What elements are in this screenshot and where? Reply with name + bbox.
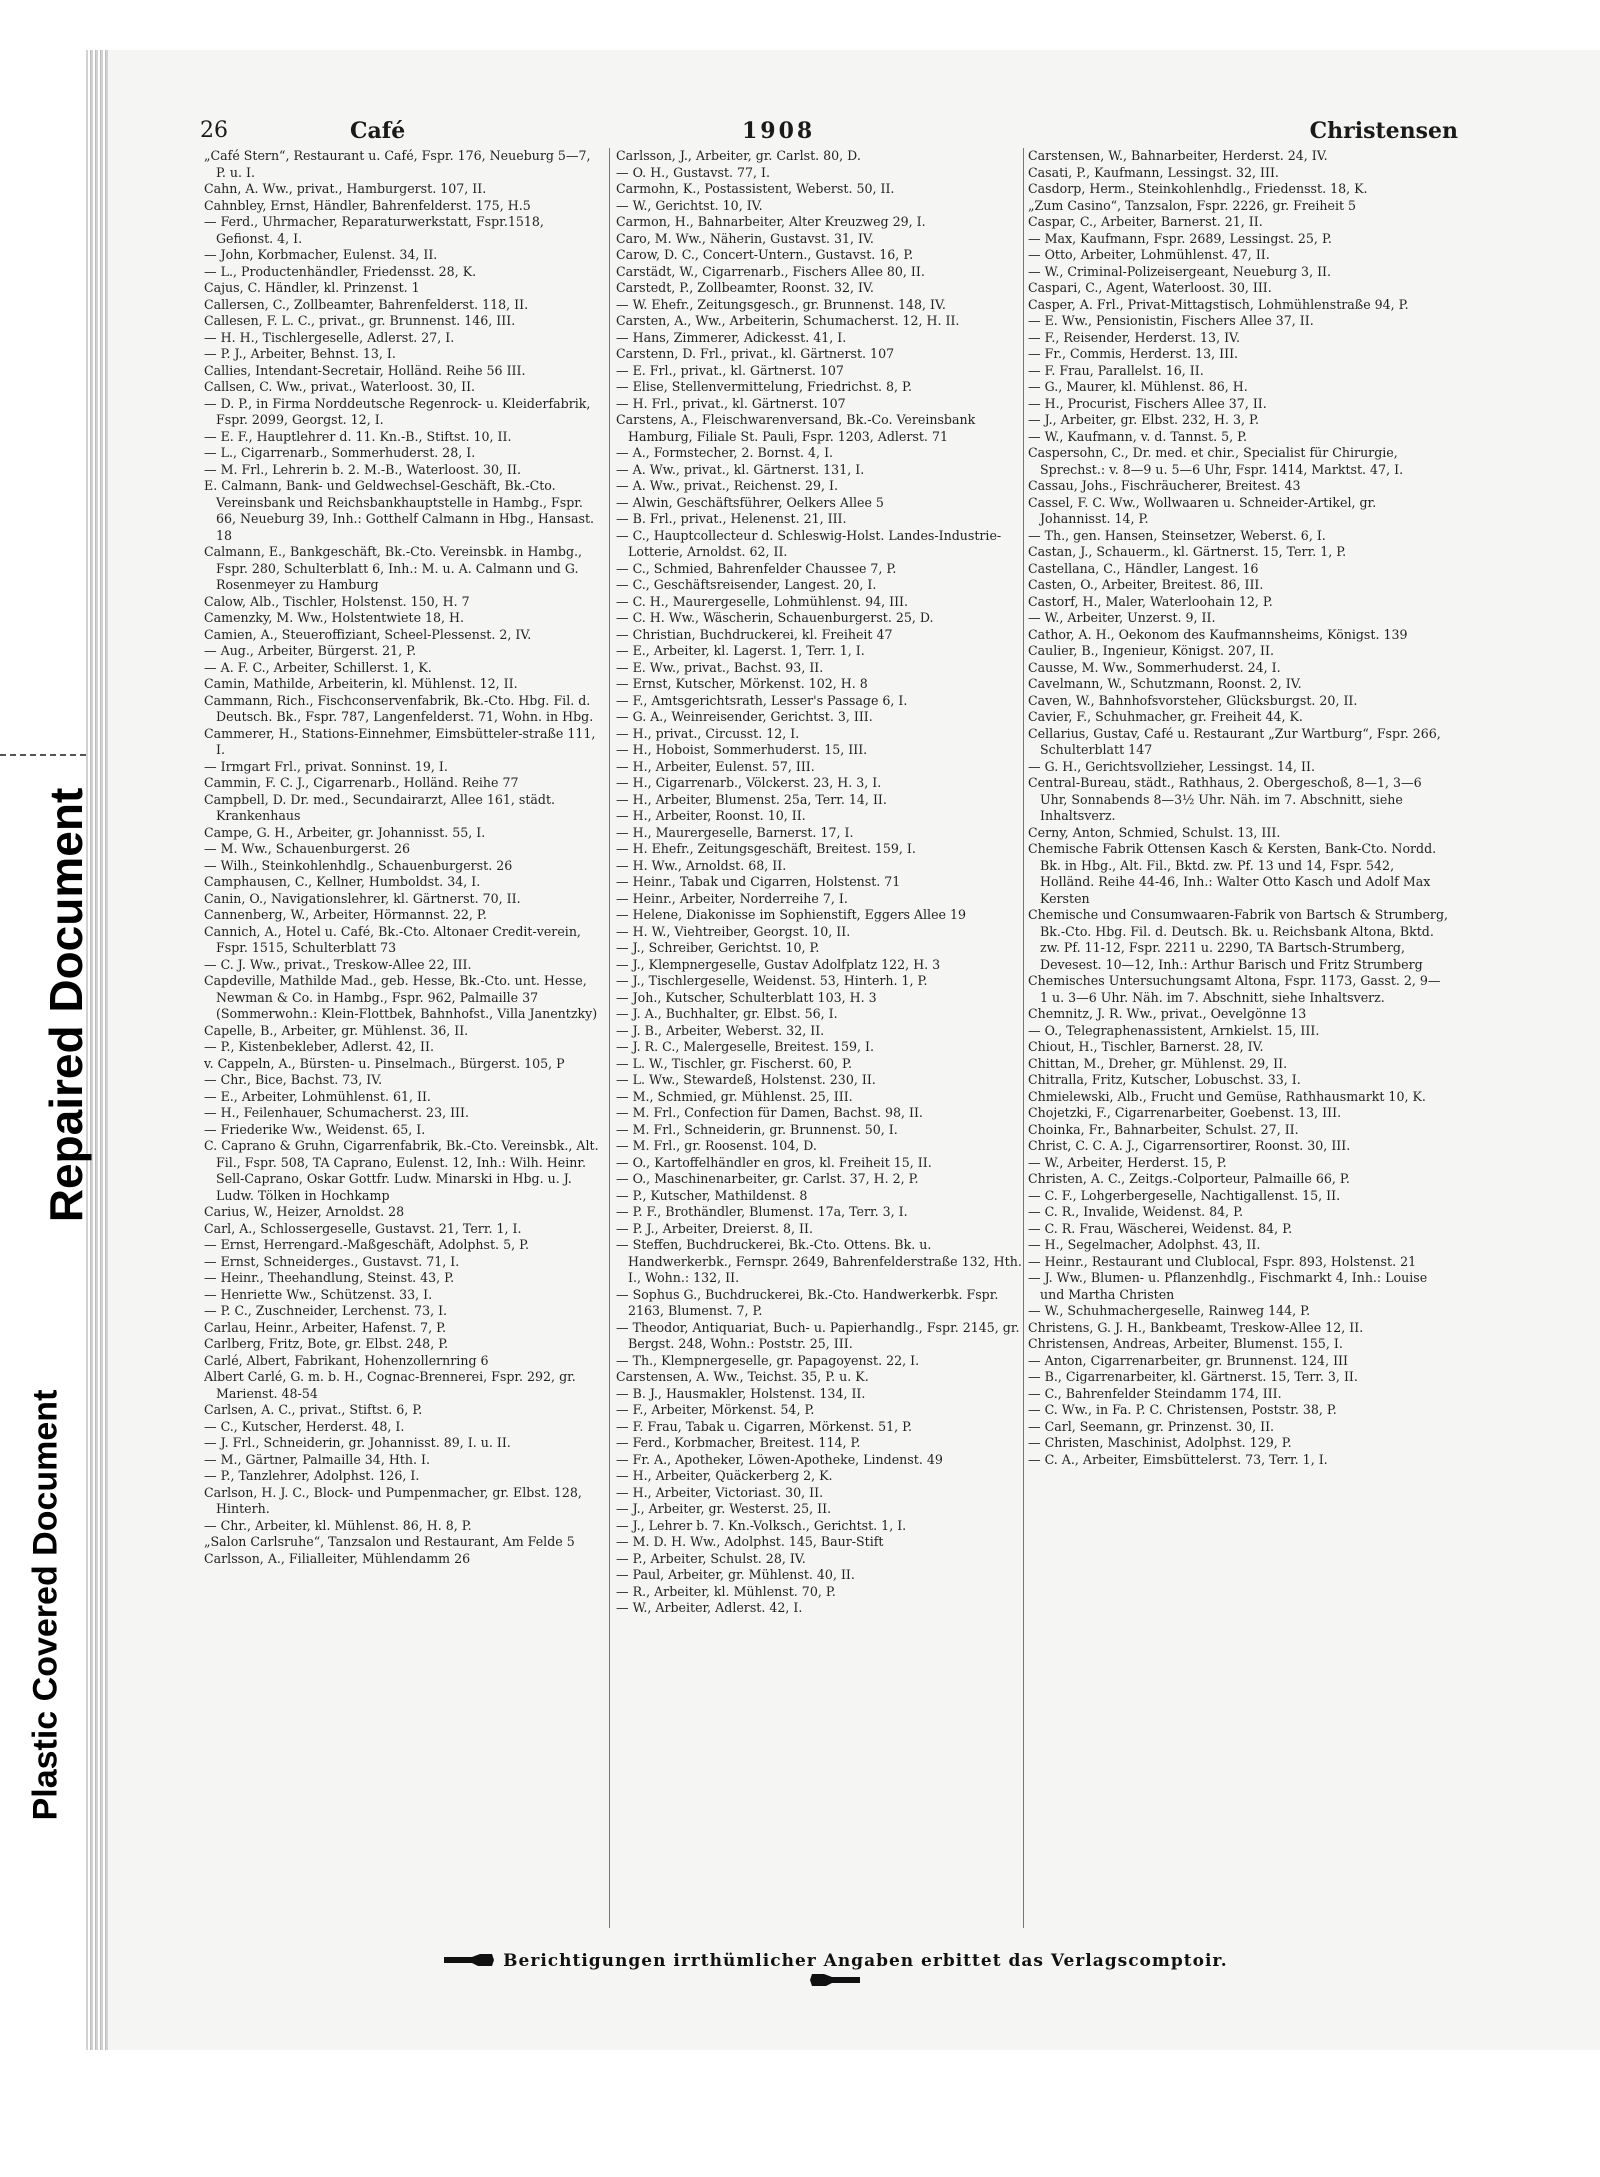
directory-entry: — C. Ww., in Fa. P. C. Christensen, Poststr. 38, P. xyxy=(1028,1402,1337,1417)
directory-entry: — J. Frl., Schneiderin, gr. Johannisst. 89, I. u. II. xyxy=(204,1435,511,1450)
directory-entry: — G. A., Weinreisender, Gerichtst. 3, III. xyxy=(616,709,873,724)
directory-entry: — O., Kartoffelhändler en gros, kl. Freiheit 15, II. xyxy=(616,1154,932,1170)
directory-entry: Castorf, H., Maler, Waterloohain 12, P. xyxy=(1028,593,1273,609)
directory-entry: — H. Ehefr., Zeitungsgeschäft, Breitest. 159, I. xyxy=(616,841,916,856)
directory-entry: Cammann, Rich., Fischconservenfabrik, Bk.-Cto. Hbg. Fil. d. Deutsch. Bk., Fspr. 787, Langenfelderst. 71, Wohn. in Hbg. xyxy=(204,692,594,724)
directory-entry: Albert Carlé, G. m. b. H., Cognac-Brennerei, Fspr. 292, gr. Marienst. 48-54 xyxy=(204,1369,576,1401)
directory-entry: Caulier, B., Ingenieur, Königst. 207, II. xyxy=(1028,643,1274,658)
directory-entry: — J. B., Arbeiter, Weberst. 32, II. xyxy=(616,1022,825,1038)
directory-column-3 xyxy=(1028,148,1448,1928)
directory-entry: — P. J., Arbeiter, Behnst. 13, I. xyxy=(204,346,396,361)
directory-entry: — P., Tanzlehrer, Adolphst. 126, I. xyxy=(204,1468,420,1483)
directory-entry: — M. Frl., Lehrerin b. 2. M.-B., Waterloost. 30, II. xyxy=(204,461,521,477)
column-rule xyxy=(609,148,610,1928)
footer-text: Berichtigungen irrthümlicher Angaben erbittet das Verlagscomptoir. xyxy=(503,1951,1228,1971)
directory-entry: Caro, M. Ww., Näherin, Gustavst. 31, IV. xyxy=(616,230,874,246)
directory-entry: — Alwin, Geschäftsführer, Oelkers Allee 5 xyxy=(616,494,884,510)
directory-entry: Caspersohn, C., Dr. med. et chir., Specialist für Chirurgie, Sprechst.: v. 8—9 u. 5—6 Uhr, Fspr. 1414, Marktst. 47, I. xyxy=(1028,445,1404,477)
directory-entry: — J. Ww., Blumen- u. Pflanzenhdlg., Fischmarkt 4, Inh.: Louise und Martha Christen xyxy=(1028,1270,1428,1302)
directory-entry: „Salon Carlsruhe“, Tanzsalon und Restaurant, Am Felde 5 xyxy=(204,1534,575,1549)
directory-entry: — M. D. H. Ww., Adolphst. 145, Baur-Stift xyxy=(616,1534,884,1549)
header-left-word: Café xyxy=(350,118,406,144)
directory-entry: — W., Kaufmann, v. d. Tannst. 5, P. xyxy=(1028,428,1248,444)
directory-entry: Cassel, F. C. Ww., Wollwaaren u. Schneider-Artikel, gr. Johannisst. 14, P. xyxy=(1028,494,1377,526)
directory-entry: „Café Stern“, Restaurant u. Café, Fspr. 176, Neueburg 5—7, P. u. I. xyxy=(204,148,591,180)
directory-entry: Chitralla, Fritz, Kutscher, Lobuschst. 33, I. xyxy=(1028,1072,1301,1087)
directory-entry: — L. W., Tischler, gr. Fischerst. 60, P. xyxy=(616,1055,852,1071)
directory-entry: Castan, J., Schauerm., kl. Gärtnerst. 15, Terr. 1, P. xyxy=(1028,544,1347,559)
directory-entry: — H., Arbeiter, Eulenst. 57, III. xyxy=(616,758,815,774)
directory-entry: Carlberg, Fritz, Bote, gr. Elbst. 248, P. xyxy=(204,1336,449,1351)
directory-entry: — H., Arbeiter, Quäckerberg 2, K. xyxy=(616,1468,833,1483)
directory-entry: — M., Gärtner, Palmaille 34, Hth. I. xyxy=(204,1451,430,1467)
directory-entry: — C. A., Arbeiter, Eimsbüttelerst. 73, Terr. 1, I. xyxy=(1028,1451,1328,1467)
directory-entry: Cammerer, H., Stations-Einnehmer, Eimsbütteler-straße 111, I. xyxy=(204,725,596,757)
directory-entry: — F., Arbeiter, Mörkenst. 54, P. xyxy=(616,1402,815,1417)
directory-entry: — C. J. Ww., privat., Treskow-Allee 22, III. xyxy=(204,956,472,972)
pointing-hand-left-icon xyxy=(808,1972,862,1988)
directory-entry: — A. F. C., Arbeiter, Schillerst. 1, K. xyxy=(204,659,432,675)
directory-entry: — H., Maurergeselle, Barnerst. 17, I. xyxy=(616,824,854,840)
directory-entry: — Paul, Arbeiter, gr. Mühlenst. 40, II. xyxy=(616,1567,855,1582)
directory-entry: Cerny, Anton, Schmied, Schulst. 13, III. xyxy=(1028,824,1281,840)
directory-entry: Cellarius, Gustav, Café u. Restaurant „Zur Wartburg“, Fspr. 266, Schulterblatt 147 xyxy=(1028,725,1441,757)
directory-entry: — Elise, Stellenvermittelung, Friedrichst. 8, P. xyxy=(616,379,912,394)
directory-entry: — J. R. C., Malergeselle, Breitest. 159, I. xyxy=(616,1039,875,1054)
directory-entry: — P., Kistenbekleber, Adlerst. 42, II. xyxy=(204,1039,435,1054)
directory-entry: — Sophus G., Buchdruckerei, Bk.-Cto. Handwerkerbk. Fspr. 2163, Blumenst. 7, P. xyxy=(616,1286,999,1318)
directory-entry: Carow, D. C., Concert-Untern., Gustavst. 16, P. xyxy=(616,247,914,262)
directory-entry: — C., Kutscher, Herderst. 48, I. xyxy=(204,1418,405,1434)
directory-entry: — J., Arbeiter, gr. Elbst. 232, H. 3, P. xyxy=(1028,412,1259,427)
directory-entry: Christensen, Andreas, Arbeiter, Blumenst. 155, I. xyxy=(1028,1336,1343,1351)
directory-entry: — H., Arbeiter, Blumenst. 25a, Terr. 14, II. xyxy=(616,791,887,807)
directory-entry: — L. Ww., Stewardeß, Holstenst. 230, II. xyxy=(616,1072,876,1087)
directory-entry: — Ernst, Herrengard.-Maßgeschäft, Adolphst. 5, P. xyxy=(204,1237,530,1252)
directory-entry: Chemische Fabrik Ottensen Kasch & Kersten, Bank-Cto. Nordd. Bk. in Hbg., Alt. Fil., Bktd. zw. Pf. 13 und 14, Fspr. 542, Holländ. Reihe 44-46, Inh.: Walter Otto Kasch und Adolf Max Kersten xyxy=(1028,841,1437,906)
directory-entry: — H., Feilenhauer, Schumacherst. 23, III. xyxy=(204,1105,470,1120)
directory-entry: — D. P., in Firma Norddeutsche Regenrock- u. Kleiderfabrik, Fspr. 2099, Georgst. 12, I. xyxy=(204,395,591,427)
directory-entry: — Steffen, Buchdruckerei, Bk.-Cto. Ottens. Bk. u. Handwerkerbk., Fernspr. 2649, Bahrenfelderstraße 132, Hth. I., Wohn.: 132, II. xyxy=(616,1237,1022,1285)
directory-entry: Chojetzki, F., Cigarrenarbeiter, Goebenst. 13, III. xyxy=(1028,1105,1342,1120)
directory-entry: — W., Criminal-Polizeisergeant, Neueburg 3, II. xyxy=(1028,263,1332,279)
header-right-word: Christensen xyxy=(1309,118,1458,144)
directory-entry: — M. Frl., gr. Roosenst. 104, D. xyxy=(616,1138,817,1153)
directory-entry: — Heinr., Restaurant und Clublocal, Fspr. 893, Holstenst. 21 xyxy=(1028,1253,1417,1269)
directory-entry: — C., Schmied, Bahrenfelder Chaussee 7, P. xyxy=(616,560,897,576)
directory-entry: Choinka, Fr., Bahnarbeiter, Schulst. 27, II. xyxy=(1028,1121,1299,1137)
directory-entry: — O., Maschinenarbeiter, gr. Carlst. 37, H. 2, P. xyxy=(616,1171,919,1186)
directory-entry: Canin, O., Navigationslehrer, kl. Gärtnerst. 70, II. xyxy=(204,890,521,906)
directory-entry: — Joh., Kutscher, Schulterblatt 103, H. 3 xyxy=(616,989,877,1005)
directory-entry: — Th., gen. Hansen, Steinsetzer, Weberst. 6, I. xyxy=(1028,527,1326,543)
pointing-hand-right-icon xyxy=(442,1952,496,1968)
directory-entry: — B., Cigarrenarbeiter, kl. Gärtnerst. 15, Terr. 3, II. xyxy=(1028,1369,1358,1384)
directory-entry: — H. W., Viehtreiber, Georgst. 10, II. xyxy=(616,923,851,939)
directory-entry: Chemisches Untersuchungsamt Altona, Fspr. 1173, Gasst. 2, 9—1 u. 3—6 Uhr. Näh. im 7. Abschnitt, siehe Inhaltsverz. xyxy=(1028,973,1441,1005)
directory-entry: — Fr., Commis, Herderst. 13, III. xyxy=(1028,346,1239,361)
directory-entry: — E. F., Hauptlehrer d. 11. Kn.-B., Stiftst. 10, II. xyxy=(204,428,512,444)
directory-entry: Carlsen, A. C., privat., Stiftst. 6, P. xyxy=(204,1402,423,1417)
directory-entry: — C. H., Maurergeselle, Lohmühlenst. 94, III. xyxy=(616,593,909,609)
directory-entry: — C. R. Frau, Wäscherei, Weidenst. 84, P. xyxy=(1028,1220,1293,1236)
directory-entry: Caven, W., Bahnhofsvorsteher, Glücksburgst. 20, II. xyxy=(1028,692,1358,708)
directory-entry: — M., Schmied, gr. Mühlenst. 25, III. xyxy=(616,1088,853,1104)
directory-entry: — P. J., Arbeiter, Dreierst. 8, II. xyxy=(616,1220,813,1236)
directory-entry: „Zum Casino“, Tanzsalon, Fspr. 2226, gr. Freiheit 5 xyxy=(1028,197,1357,213)
directory-entry: — Heinr., Arbeiter, Norderreihe 7, I. xyxy=(616,890,848,906)
directory-entry: Callersen, C., Zollbeamter, Bahrenfelderst. 118, II. xyxy=(204,296,529,312)
directory-entry: Carsten, A., Ww., Arbeiterin, Schumacherst. 12, H. II. xyxy=(616,313,960,328)
directory-entry: — Fr. A., Apotheker, Löwen-Apotheke, Lindenst. 49 xyxy=(616,1451,943,1467)
directory-entry: E. Calmann, Bank- und Geldwechsel-Geschäft, Bk.-Cto. Vereinsbank und Reichsbankhauptstelle in Hambg., Fspr. 66, Neueburg 39, Inh.: Gotthelf Calmann in Hbg., Hansast. 18 xyxy=(204,478,595,543)
directory-entry: — Carl, Seemann, gr. Prinzenst. 30, II. xyxy=(1028,1418,1275,1434)
directory-entry: — R., Arbeiter, kl. Mühlenst. 70, P. xyxy=(616,1583,836,1599)
directory-entry: Carmohn, K., Postassistent, Weberst. 50, II. xyxy=(616,181,895,196)
directory-entry: — John, Korbmacher, Eulenst. 34, II. xyxy=(204,247,438,262)
directory-entry: Carlsson, A., Filialleiter, Mühlendamm 26 xyxy=(204,1550,471,1566)
directory-entry: Camphausen, C., Kellner, Humboldst. 34, I. xyxy=(204,874,481,889)
directory-entry: Camin, Mathilde, Arbeiterin, kl. Mühlenst. 12, II. xyxy=(204,676,518,691)
directory-entry: — M. Frl., Schneiderin, gr. Brunnenst. 50, I. xyxy=(616,1121,898,1137)
directory-entry: Callesen, F. L. C., privat., gr. Brunnenst. 146, III. xyxy=(204,313,516,328)
directory-entry: Castellana, C., Händler, Langest. 16 xyxy=(1028,560,1259,576)
directory-entry: — H., Procurist, Fischers Allee 37, II. xyxy=(1028,395,1267,411)
directory-entry: Casdorp, Herm., Steinkohlenhdlg., Friedensst. 18, K. xyxy=(1028,181,1368,196)
directory-column-2 xyxy=(616,148,1024,1928)
directory-entry: — O., Telegraphenassistent, Arnkielst. 15, III. xyxy=(1028,1022,1320,1038)
directory-entry: Caspari, C., Agent, Waterloost. 30, III. xyxy=(1028,280,1272,295)
directory-entry: — Ernst, Schneiderges., Gustavst. 71, I. xyxy=(204,1253,460,1269)
directory-entry: — H. H., Tischlergeselle, Adlerst. 27, I. xyxy=(204,329,455,345)
directory-entry: Calow, Alb., Tischler, Holstenst. 150, H. 7 xyxy=(204,593,470,609)
directory-entry: — O. H., Gustavst. 77, I. xyxy=(616,164,771,180)
directory-entry: Carstenn, D. Frl., privat., kl. Gärtnerst. 107 xyxy=(616,346,895,361)
directory-column-1 xyxy=(204,148,604,1928)
directory-entry: — Christen, Maschinist, Adolphst. 129, P. xyxy=(1028,1435,1292,1450)
directory-entry: Carstens, A., Fleischwarenversand, Bk.-Co. Vereinsbank Hamburg, Filiale St. Pauli, Fspr. 1203, Adlerst. 71 xyxy=(616,412,976,444)
page-number: 26 xyxy=(200,118,228,143)
directory-entry: — Otto, Arbeiter, Lohmühlenst. 47, II. xyxy=(1028,247,1270,262)
directory-entry: Capelle, B., Arbeiter, gr. Mühlenst. 36, II. xyxy=(204,1022,469,1038)
directory-entry: — Chr., Arbeiter, kl. Mühlenst. 86, H. 8, P. xyxy=(204,1517,472,1533)
directory-entry: — C., Geschäftsreisender, Langest. 20, I. xyxy=(616,577,877,592)
directory-entry: — Max, Kaufmann, Fspr. 2689, Lessingst. 25, P. xyxy=(1028,230,1332,246)
directory-entry: — Helene, Diakonisse im Sophienstift, Eggers Allee 19 xyxy=(616,907,967,922)
directory-entry: Cavier, F., Schuhmacher, gr. Freiheit 44, K. xyxy=(1028,709,1303,724)
directory-entry: — E. Ww., privat., Bachst. 93, II. xyxy=(616,659,824,675)
directory-entry: Cassau, Johs., Fischräucherer, Breitest. 43 xyxy=(1028,478,1301,493)
directory-entry: Chmielewski, Alb., Frucht und Gemüse, Rathhausmarkt 10, K. xyxy=(1028,1088,1426,1104)
directory-entry: Carstensen, A. Ww., Teichst. 35, P. u. K. xyxy=(616,1369,869,1384)
directory-entry: — Theodor, Antiquariat, Buch- u. Papierhandlg., Fspr. 2145, gr. Bergst. 248, Wohn.: Poststr. 25, III. xyxy=(616,1319,1020,1351)
directory-entry: — J., Schreiber, Gerichtst. 10, P. xyxy=(616,940,820,955)
directory-entry: — Henriette Ww., Schützenst. 33, I. xyxy=(204,1286,433,1302)
directory-entry: — E. Frl., privat., kl. Gärtnerst. 107 xyxy=(616,362,844,378)
directory-entry: — L., Cigarrenarb., Sommerhuderst. 28, I. xyxy=(204,445,476,460)
directory-entry: — M. Ww., Schauenburgerst. 26 xyxy=(204,841,410,856)
directory-entry: — H., Hoboist, Sommerhuderst. 15, III. xyxy=(616,742,868,757)
directory-entry: Callies, Intendant-Secretair, Holländ. Reihe 56 III. xyxy=(204,362,526,378)
directory-entry: — H., Segelmacher, Adolphst. 43, II. xyxy=(1028,1237,1261,1252)
directory-entry: Casten, O., Arbeiter, Breitest. 86, III. xyxy=(1028,577,1264,592)
directory-entry: — E. Ww., Pensionistin, Fischers Allee 37, II. xyxy=(1028,313,1314,328)
directory-entry: Christen, A. C., Zeitgs.-Colporteur, Palmaille 66, P. xyxy=(1028,1171,1350,1186)
directory-entry: — Heinr., Tabak und Cigarren, Holstenst. 71 xyxy=(616,874,901,889)
directory-entry: — P. C., Zuschneider, Lerchenst. 73, I. xyxy=(204,1303,448,1318)
directory-entry: — C., Hauptcollecteur d. Schleswig-Holst. Landes-Industrie-Lotterie, Arnoldst. 62, II. xyxy=(616,527,1002,559)
directory-entry: Cannenberg, W., Arbeiter, Hörmannst. 22, P. xyxy=(204,907,487,922)
directory-entry: Cahn, A. Ww., privat., Hamburgerst. 107, II. xyxy=(204,181,487,196)
directory-entry: Cavelmann, W., Schutzmann, Roonst. 2, IV. xyxy=(1028,676,1302,691)
directory-entry: — W. Ehefr., Zeitungsgesch., gr. Brunnenst. 148, IV. xyxy=(616,296,946,312)
directory-entry: — B. J., Hausmakler, Holstenst. 134, II. xyxy=(616,1385,866,1401)
directory-entry: Carmon, H., Bahnarbeiter, Alter Kreuzweg 29, I. xyxy=(616,214,926,229)
directory-entry: Carlsson, J., Arbeiter, gr. Carlst. 80, D. xyxy=(616,148,861,163)
directory-entry: — C., Bahrenfelder Steindamm 174, III. xyxy=(1028,1385,1282,1401)
column-rule xyxy=(1023,148,1024,1928)
directory-entry: Carstensen, W., Bahnarbeiter, Herderst. 24, IV. xyxy=(1028,148,1328,163)
directory-entry: Christens, G. J. H., Bankbeamt, Treskow-Allee 12, II. xyxy=(1028,1319,1364,1335)
directory-entry: Casper, A. Frl., Privat-Mittagstisch, Lohmühlenstraße 94, P. xyxy=(1028,296,1409,312)
directory-entry: Casati, P., Kaufmann, Lessingst. 32, III. xyxy=(1028,164,1279,180)
cut-line xyxy=(0,754,86,756)
directory-entry: C. Caprano & Gruhn, Cigarrenfabrik, Bk.-Cto. Vereinsbk., Alt. Fil., Fspr. 508, TA Caprano, Eulenst. 12, Inh.: Wilh. Heinr. Sell-Caprano, Oskar Gottfr. Ludw. Minarski in Hbg. u. J. Ludw. Tölken in Hochkamp xyxy=(204,1138,599,1203)
directory-entry: Calmann, E., Bankgeschäft, Bk.-Cto. Vereinsbk. in Hambg., Fspr. 280, Schulterblatt 6, Inh.: M. u. A. Calmann und G. Rosenmeyer zu Hamburg xyxy=(204,544,583,592)
directory-entry: — L., Productenhändler, Friedensst. 28, K. xyxy=(204,263,477,279)
directory-entry: — H. Frl., privat., kl. Gärtnerst. 107 xyxy=(616,395,846,411)
directory-entry: Campe, G. H., Arbeiter, gr. Johannisst. 55, I. xyxy=(204,824,486,840)
directory-entry: Campbell, D. Dr. med., Secundairarzt, Allee 161, städt. Krankenhaus xyxy=(204,791,556,823)
directory-entry: Camien, A., Steueroffiziant, Scheel-Plessenst. 2, IV. xyxy=(204,626,532,642)
directory-entry: — W., Arbeiter, Adlerst. 42, I. xyxy=(616,1600,803,1615)
directory-entry: — F. Frau, Tabak u. Cigarren, Mörkenst. 51, P. xyxy=(616,1418,913,1434)
header-year: 1908 xyxy=(742,118,816,144)
directory-entry: — E., Arbeiter, Lohmühlenst. 61, II. xyxy=(204,1088,431,1104)
directory-entry: Chemische und Consumwaaren-Fabrik von Bartsch & Strumberg, Bk.-Cto. Hbg. Fil. d. Deutsch. Bk. u. Reichsbank Altona, Bktd. zw. Pf. 11-12, Fspr. 2211 u. 2290, TA Bartsch-Strumberg, Devesest. 10—12, Inh.: Arthur Barisch und Fritz Strumberg xyxy=(1028,907,1448,972)
directory-entry: Christ, C. C. A. J., Cigarrensortirer, Roonst. 30, III. xyxy=(1028,1138,1351,1153)
directory-entry: — Irmgart Frl., privat. Sonninst. 19, I. xyxy=(204,758,448,774)
directory-entry: — W., Arbeiter, Herderst. 15, P. xyxy=(1028,1154,1227,1170)
directory-entry: — J., Klempnergeselle, Gustav Adolfplatz 122, H. 3 xyxy=(616,956,941,972)
directory-entry: — J., Arbeiter, gr. Westerst. 25, II. xyxy=(616,1501,832,1516)
directory-entry: Chiout, H., Tischler, Barnerst. 28, IV. xyxy=(1028,1039,1264,1054)
directory-entry: Carstedt, P., Zollbeamter, Roonst. 32, IV. xyxy=(616,280,874,295)
directory-entry: Carlson, H. J. C., Block- und Pumpenmacher, gr. Elbst. 128, Hinterh. xyxy=(204,1484,582,1516)
directory-entry: Callsen, C. Ww., privat., Waterloost. 30, II. xyxy=(204,379,476,394)
directory-entry: Central-Bureau, städt., Rathhaus, 2. Obergeschoß, 8—1, 3—6 Uhr, Sonnabends 8—3½ Uhr. Näh. im 7. Abschnitt, siehe Inhaltsverz. xyxy=(1028,775,1422,823)
directory-entry: Cajus, C. Händler, kl. Prinzenst. 1 xyxy=(204,280,420,295)
directory-entry: Caspar, C., Arbeiter, Barnerst. 21, II. xyxy=(1028,214,1263,229)
directory-entry: — C. R., Invalide, Weidenst. 84, P. xyxy=(1028,1204,1244,1219)
directory-entry: Cathor, A. H., Oekonom des Kaufmannsheims, Königst. 139 xyxy=(1028,626,1408,642)
directory-entry: — Ernst, Kutscher, Mörkenst. 102, H. 8 xyxy=(616,676,868,691)
directory-entry: — P., Kutscher, Mathildenst. 8 xyxy=(616,1187,808,1203)
directory-entry: — A., Formstecher, 2. Bornst. 4, I. xyxy=(616,445,834,460)
directory-entry: Camenzky, M. Ww., Holstentwiete 18, H. xyxy=(204,610,465,625)
directory-entry: — H., privat., Circusst. 12, I. xyxy=(616,725,800,741)
directory-entry: Carius, W., Heizer, Arnoldst. 28 xyxy=(204,1204,405,1219)
directory-entry: — F. Frau, Parallelst. 16, II. xyxy=(1028,362,1204,378)
directory-entry: — P., Arbeiter, Schulst. 28, IV. xyxy=(616,1550,806,1566)
directory-entry: Carlé, Albert, Fabrikant, Hohenzollernring 6 xyxy=(204,1352,489,1368)
directory-entry: — Christian, Buchdruckerei, kl. Freiheit 47 xyxy=(616,626,893,642)
directory-entry: Causse, M. Ww., Sommerhuderst. 24, I. xyxy=(1028,659,1281,675)
running-head xyxy=(200,118,1458,152)
directory-entry: — W., Arbeiter, Unzerst. 9, II. xyxy=(1028,610,1216,625)
directory-entry: — H. Ww., Arnoldst. 68, II. xyxy=(616,857,787,873)
directory-entry: — J., Lehrer b. 7. Kn.-Volksch., Gerichtst. 1, I. xyxy=(616,1517,907,1533)
directory-entry: — G. H., Gerichtsvollzieher, Lessingst. 14, II. xyxy=(1028,758,1315,774)
directory-entry: — Hans, Zimmerer, Adickesst. 41, I. xyxy=(616,329,847,345)
directory-entry: Cammin, F. C. J., Cigarrenarb., Holländ. Reihe 77 xyxy=(204,775,519,790)
directory-entry: — B. Frl., privat., Helenenst. 21, III. xyxy=(616,511,847,526)
directory-entry: — J. A., Buchhalter, gr. Elbst. 56, I. xyxy=(616,1006,838,1021)
directory-entry: — E., Arbeiter, kl. Lagerst. 1, Terr. 1, I. xyxy=(616,643,865,658)
directory-entry: — F., Reisender, Herderst. 13, IV. xyxy=(1028,329,1240,345)
directory-entry: Carl, A., Schlossergeselle, Gustavst. 21, Terr. 1, I. xyxy=(204,1220,522,1236)
directory-entry: — W., Schuhmachergeselle, Rainweg 144, P. xyxy=(1028,1303,1311,1318)
directory-entry: — P. F., Brothändler, Blumenst. 17a, Terr. 3, I. xyxy=(616,1204,908,1219)
directory-entry: — F., Amtsgerichtsrath, Lesser's Passage 6, I. xyxy=(616,692,908,708)
directory-entry: Capdeville, Mathilde Mad., geb. Hesse, Bk.-Cto. unt. Hesse, Newman & Co. in Hambg., Fspr. 962, Palmaille 37 (Sommerwohn.: Klein-Flottbek, Bahnhofst., Villa Janentzky) xyxy=(204,973,598,1021)
directory-entry: Cannich, A., Hotel u. Café, Bk.-Cto. Altonaer Credit-verein, Fspr. 1515, Schulterblatt 73 xyxy=(204,923,581,955)
directory-entry: — C. F., Lohgerbergeselle, Nachtigallenst. 15, II. xyxy=(1028,1187,1341,1203)
directory-entry: — Friederike Ww., Weidenst. 65, I. xyxy=(204,1121,426,1137)
directory-entry: — Chr., Bice, Bachst. 73, IV. xyxy=(204,1072,383,1087)
directory-entry: Chittan, M., Dreher, gr. Mühlenst. 29, II. xyxy=(1028,1055,1288,1071)
directory-entry: — Wilh., Steinkohlenhdlg., Schauenburgerst. 26 xyxy=(204,857,513,873)
directory-entry: Carlau, Heinr., Arbeiter, Hafenst. 7, P. xyxy=(204,1319,447,1335)
directory-entry: — H., Arbeiter, Victoriast. 30, II. xyxy=(616,1484,824,1500)
directory-entry: Cahnbley, Ernst, Händler, Bahrenfelderst. 175, H.5 xyxy=(204,197,531,213)
directory-entry: Carstädt, W., Cigarrenarb., Fischers Allee 80, II. xyxy=(616,263,925,279)
directory-entry: — Heinr., Theehandlung, Steinst. 43, P. xyxy=(204,1270,455,1285)
directory-entry: — G., Maurer, kl. Mühlenst. 86, H. xyxy=(1028,379,1248,394)
directory-entry: — Aug., Arbeiter, Bürgerst. 21, P. xyxy=(204,643,417,658)
directory-entry: Chemnitz, J. R. Ww., privat., Oevelgönne 13 xyxy=(1028,1006,1307,1021)
directory-entry: — A. Ww., privat., kl. Gärtnerst. 131, I. xyxy=(616,461,865,477)
directory-entry: — Ferd., Korbmacher, Breitest. 114, P. xyxy=(616,1435,861,1450)
directory-entry: — J., Tischlergeselle, Weidenst. 53, Hinterh. 1, P. xyxy=(616,973,928,988)
directory-entry: — A. Ww., privat., Reichenst. 29, I. xyxy=(616,478,838,493)
directory-entry: v. Cappeln, A., Bürsten- u. Pinselmach., Bürgerst. 105, P xyxy=(204,1055,565,1071)
directory-entry: — W., Gerichtst. 10, IV. xyxy=(616,197,763,213)
directory-entry: — H., Cigarrenarb., Völckerst. 23, H. 3, I. xyxy=(616,775,882,790)
directory-entry: — Ferd., Uhrmacher, Reparaturwerkstatt, Fspr.1518, Gefionst. 4, I. xyxy=(204,214,544,246)
directory-entry: — C. H. Ww., Wäscherin, Schauenburgerst. 25, D. xyxy=(616,610,934,625)
footer-note xyxy=(440,1951,1230,1981)
plastic-covered-label: Plastic Covered Document xyxy=(26,1389,65,1821)
directory-entry: — Th., Klempnergeselle, gr. Papagoyenst. 22, I. xyxy=(616,1352,920,1368)
directory-entry: — M. Frl., Confection für Damen, Bachst. 98, II. xyxy=(616,1105,923,1120)
directory-entry: — Anton, Cigarrenarbeiter, gr. Brunnenst. 124, III xyxy=(1028,1352,1349,1368)
directory-entry: — H., Arbeiter, Roonst. 10, II. xyxy=(616,808,806,823)
repaired-document-label: Repaired Document xyxy=(40,787,92,1223)
